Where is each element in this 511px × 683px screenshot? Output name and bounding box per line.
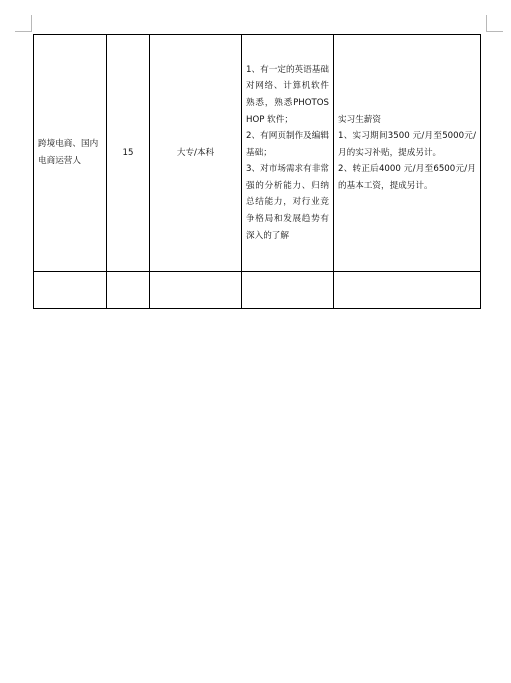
salary-cell	[334, 35, 481, 272]
salary-item: 1、实习期间3500 元/月至5000元/月的实习补贴，提成另计。	[338, 131, 476, 158]
count-cell	[107, 272, 150, 309]
requirements-cell	[242, 35, 334, 272]
count-cell: 15	[107, 35, 150, 272]
recruitment-table	[33, 34, 481, 309]
requirement-item: 3、对市场需求有非常强的分析能力、归纳总结能力，对行业竞争格局和发展趋势有深入的了解	[246, 164, 329, 241]
requirement-item: 2、有网页制作及编辑基础；	[246, 131, 329, 158]
position-cell	[34, 272, 107, 309]
page-corner-mark-top-left	[15, 15, 32, 32]
salary-cell	[334, 272, 481, 309]
table-row	[34, 272, 481, 309]
requirements-cell	[242, 272, 334, 309]
education-cell: 大专/本科	[150, 35, 242, 272]
salary-title: 实习生薪资	[338, 114, 381, 125]
position-cell: 跨境电商、国内电商运营人	[34, 35, 107, 272]
requirement-item: 1、有一定的英语基础对网络、计算机软件熟悉，熟悉PHOTOSHOP 软件；	[246, 64, 329, 125]
education-cell	[150, 272, 242, 309]
salary-item: 2、转正后4000 元/月至6500元/月的基本工资，提成另计。	[338, 164, 476, 191]
page-corner-mark-top-right	[486, 15, 503, 32]
table-row	[34, 35, 481, 272]
